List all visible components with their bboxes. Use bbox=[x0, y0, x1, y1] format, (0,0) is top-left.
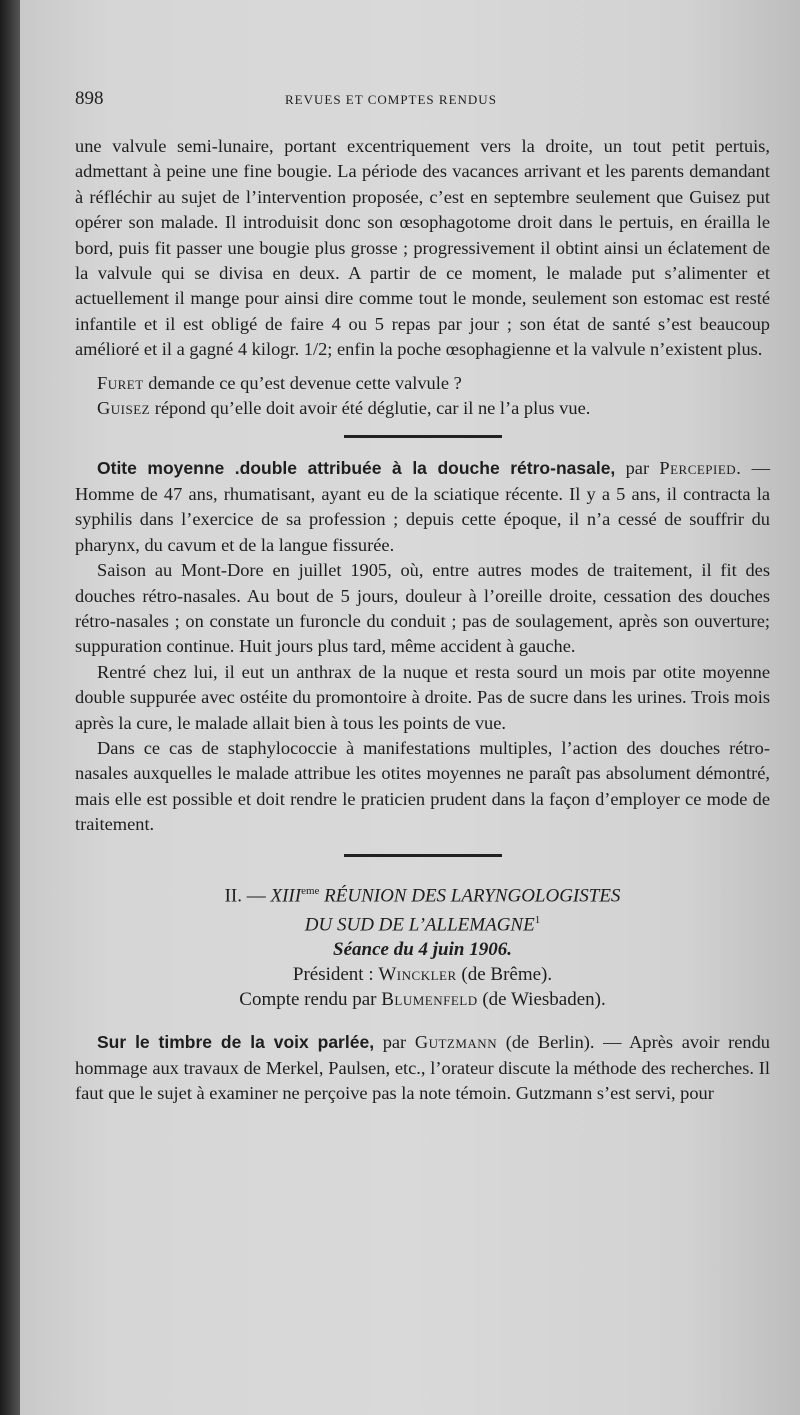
article1-intro: — Homme de 47 ans, rhumatisant, ayant eu de la sciatique récente. Il y a 5 ans, il contracta la syphilis dans l’exercice de sa profession ; depuis cette époque, il n’a cessé de souffrir du pharynx, du cavum et de la langue fissurée. bbox=[75, 458, 770, 555]
discussion-guisez bbox=[75, 396, 770, 421]
article1-by: par bbox=[615, 458, 660, 479]
scanned-page bbox=[20, 0, 800, 1415]
page-edge-shadow bbox=[0, 0, 20, 1415]
section-title-a: RÉUNION DES LARYNGOLOGISTES bbox=[319, 884, 621, 906]
section-title-line1 bbox=[75, 879, 770, 908]
section-heading bbox=[75, 879, 770, 1013]
discussion-text: demande ce qu’est devenue cette valvule ? bbox=[143, 372, 462, 393]
speaker-name: Furet bbox=[97, 372, 144, 393]
section-divider bbox=[344, 435, 502, 438]
report-line bbox=[75, 987, 770, 1012]
president-label: Président : bbox=[292, 964, 379, 986]
running-title: REVUES ET COMPTES RENDUS bbox=[285, 92, 497, 107]
article2-text: (de Berlin). — Après avoir rendu hommage aux travaux de Merkel, Paulsen, etc., l’orateur discute la méthode des recherches. Il faut que le sujet à examiner ne perçoive pas la note témoin. Gutzmann s’est servi, pour bbox=[75, 1032, 770, 1104]
discussion-furet bbox=[75, 371, 770, 396]
article1-paragraph: Saison au Mont-Dore en juillet 1905, où, entre autres modes de traitement, il fit des douches rétro-nasales. Au bout de 5 jours, douleur à l’oreille droite, cessation des douches rétro-nasales ; on constate un furoncle du conduit ; pas de soulagement, après son ouverture; suppuration continue. Huit jours plus tard, même accident à gauche. bbox=[75, 560, 770, 657]
session-date: Séance du 4 juin 1906. bbox=[333, 939, 512, 961]
report-label: Compte rendu par bbox=[239, 989, 382, 1011]
article2-by: par bbox=[374, 1032, 415, 1053]
section-title-line2 bbox=[75, 908, 770, 937]
section-roman: XIII bbox=[270, 884, 302, 906]
page-number: 898 bbox=[75, 88, 104, 109]
report-name: Blumenfeld bbox=[381, 989, 478, 1011]
footnote-mark: 1 bbox=[534, 913, 541, 926]
president-name: Winckler bbox=[378, 964, 457, 986]
president-line bbox=[75, 962, 770, 987]
president-city: (de Brême). bbox=[456, 964, 553, 986]
section-divider bbox=[344, 854, 502, 857]
speaker-name: Guisez bbox=[97, 398, 151, 419]
running-head bbox=[75, 88, 760, 112]
continuation-paragraph: une valvule semi-lunaire, portant excentriquement vers la droite, un tout petit pertuis, admettant à peine une fine bougie. La période des vacances arrivant et les parents demandant à réfléchir au sujet de l’intervention proposée, c’est en septembre seulement que Guisez put opérer son malade. Il introduisit donc son œsophagotome droit dans le pertuis, en érailla le bord, puis fit passer une bougie plus grosse ; progressivement il obtint ainsi un éclatement de la valvule qui se divisa en deux. A partir de ce moment, le malade put s’alimenter et actuellement il mange pour ainsi dire comme tout le monde, seulement son estomac est resté infantile et il est obligé de faire 4 ou 5 repas par jour ; son état de santé s’est beaucoup amélioré et il a gagné 4 kilogr. 1/2; enfin la poche œsophagienne et la valvule n’existent plus. bbox=[75, 136, 770, 360]
article1-paragraph: Dans ce cas de staphylococcie à manifestations multiples, l’action des douches rétro-nasales auxquelles le malade attribue les otites moyennes ne paraît pas absolument démontré, mais elle est possible et doit rendre le praticien prudent dans la façon d’employer ce mode de traitement. bbox=[75, 737, 770, 835]
article2-lead bbox=[75, 1030, 770, 1106]
article2-author: Gutzmann bbox=[414, 1032, 498, 1053]
report-city: (de Wiesbaden). bbox=[477, 989, 606, 1011]
section-sup: eme bbox=[301, 884, 320, 897]
body-text bbox=[75, 134, 770, 1106]
article1-lead bbox=[75, 456, 770, 558]
article2-title: Sur le timbre de la voix parlée, bbox=[97, 1032, 375, 1053]
article1-author: Percepied. bbox=[659, 458, 742, 479]
section-numeral: II. — bbox=[224, 884, 266, 906]
article1-paragraph: Rentré chez lui, il eut un anthrax de la nuque et resta sourd un mois par otite moyenne double suppurée avec ostéite du promontoire à droite. Pas de sucre dans les urines. Trois mois après la cure, le malade allait bien à tous les points de vue. bbox=[75, 661, 770, 733]
article1-title: Otite moyenne .double attribuée à la douche rétro-nasale, bbox=[97, 458, 616, 479]
discussion-text: répond qu’elle doit avoir été déglutie, car il ne l’a plus vue. bbox=[150, 398, 591, 419]
section-title-b: DU SUD DE L’ALLEMAGNE bbox=[304, 914, 535, 936]
